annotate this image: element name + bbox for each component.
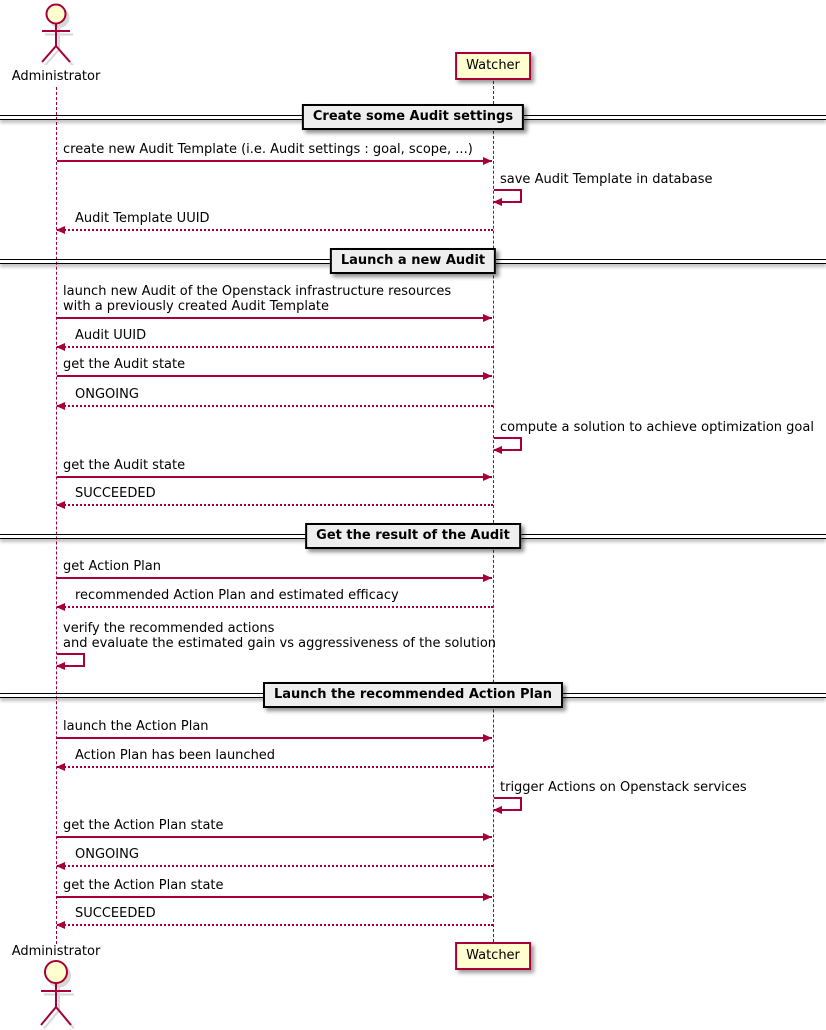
return-label: recommended Action Plan and estimated efficacy xyxy=(75,588,399,603)
message-arrow xyxy=(57,896,492,898)
return-label: ONGOING xyxy=(75,387,139,402)
return-arrow xyxy=(57,346,493,348)
divider-label: Create some Audit settings xyxy=(302,104,524,130)
arrowhead-icon xyxy=(483,314,492,322)
arrowhead-icon xyxy=(56,402,65,410)
message-arrow xyxy=(57,836,492,838)
return-arrow xyxy=(57,766,493,768)
arrowhead-icon xyxy=(483,734,492,742)
return-label: ONGOING xyxy=(75,847,139,862)
message-label: get the Action Plan state xyxy=(63,818,224,833)
message-label: with a previously created Audit Template xyxy=(63,299,330,314)
self-message-label: compute a solution to achieve optimization goal xyxy=(500,420,814,435)
arrowhead-icon xyxy=(56,763,65,771)
message-label: launch the Action Plan xyxy=(63,719,209,734)
arrowhead-icon xyxy=(56,343,65,351)
section-divider xyxy=(0,523,826,549)
actor-label-bottom: Administrator xyxy=(11,944,101,959)
self-message-label: verify the recommended actions xyxy=(63,621,275,636)
message-arrow xyxy=(57,476,492,478)
return-arrow xyxy=(57,229,493,231)
section-divider xyxy=(0,248,826,274)
arrowhead-icon xyxy=(493,446,502,454)
arrowhead-icon xyxy=(56,662,65,670)
actor-administrator-bottom xyxy=(32,959,80,1030)
arrowhead-icon xyxy=(56,226,65,234)
message-label: launch new Audit of the Openstack infrastructure resources xyxy=(63,284,452,299)
divider-label: Get the result of the Audit xyxy=(305,523,521,549)
message-arrow xyxy=(57,577,492,579)
return-label: Action Plan has been launched xyxy=(75,748,276,763)
participant-watcher-bottom: Watcher xyxy=(455,942,531,970)
arrowhead-icon xyxy=(56,603,65,611)
return-arrow xyxy=(57,504,493,506)
message-label: get Action Plan xyxy=(63,559,161,574)
lifeline-administrator xyxy=(56,87,57,944)
message-arrow xyxy=(57,160,492,162)
divider-label: Launch the recommended Action Plan xyxy=(263,682,563,708)
actor-icon xyxy=(32,3,80,65)
message-arrow xyxy=(57,737,492,739)
message-label: get the Audit state xyxy=(63,458,186,473)
section-divider xyxy=(0,682,826,708)
section-divider xyxy=(0,104,826,130)
arrowhead-icon xyxy=(483,157,492,165)
message-arrow xyxy=(57,375,492,377)
actor-label-top: Administrator xyxy=(11,69,101,84)
return-label: Audit UUID xyxy=(75,328,147,343)
actor-administrator-top xyxy=(32,3,80,69)
arrowhead-icon xyxy=(56,501,65,509)
arrowhead-icon xyxy=(483,893,492,901)
arrowhead-icon xyxy=(493,806,502,814)
message-label: get the Audit state xyxy=(63,357,186,372)
return-arrow xyxy=(57,606,493,608)
message-label: get the Action Plan state xyxy=(63,878,224,893)
return-label: SUCCEEDED xyxy=(75,486,156,501)
arrowhead-icon xyxy=(56,921,65,929)
arrowhead-icon xyxy=(483,833,492,841)
actor-icon xyxy=(32,959,80,1030)
arrowhead-icon xyxy=(56,862,65,870)
arrowhead-icon xyxy=(483,372,492,380)
message-arrow xyxy=(57,317,492,319)
return-arrow xyxy=(57,405,493,407)
self-message-label: save Audit Template in database xyxy=(500,172,713,187)
participant-watcher-top: Watcher xyxy=(455,52,531,80)
arrowhead-icon xyxy=(483,574,492,582)
self-message-label: and evaluate the estimated gain vs aggressiveness of the solution xyxy=(63,636,497,651)
return-label: SUCCEEDED xyxy=(75,906,156,921)
divider-label: Launch a new Audit xyxy=(330,248,496,274)
arrowhead-icon xyxy=(493,198,502,206)
return-arrow xyxy=(57,865,493,867)
message-label: create new Audit Template (i.e. Audit settings : goal, scope, ...) xyxy=(63,142,473,157)
return-arrow xyxy=(57,924,493,926)
return-label: Audit Template UUID xyxy=(75,211,210,226)
arrowhead-icon xyxy=(483,473,492,481)
self-message-label: trigger Actions on Openstack services xyxy=(500,780,747,795)
